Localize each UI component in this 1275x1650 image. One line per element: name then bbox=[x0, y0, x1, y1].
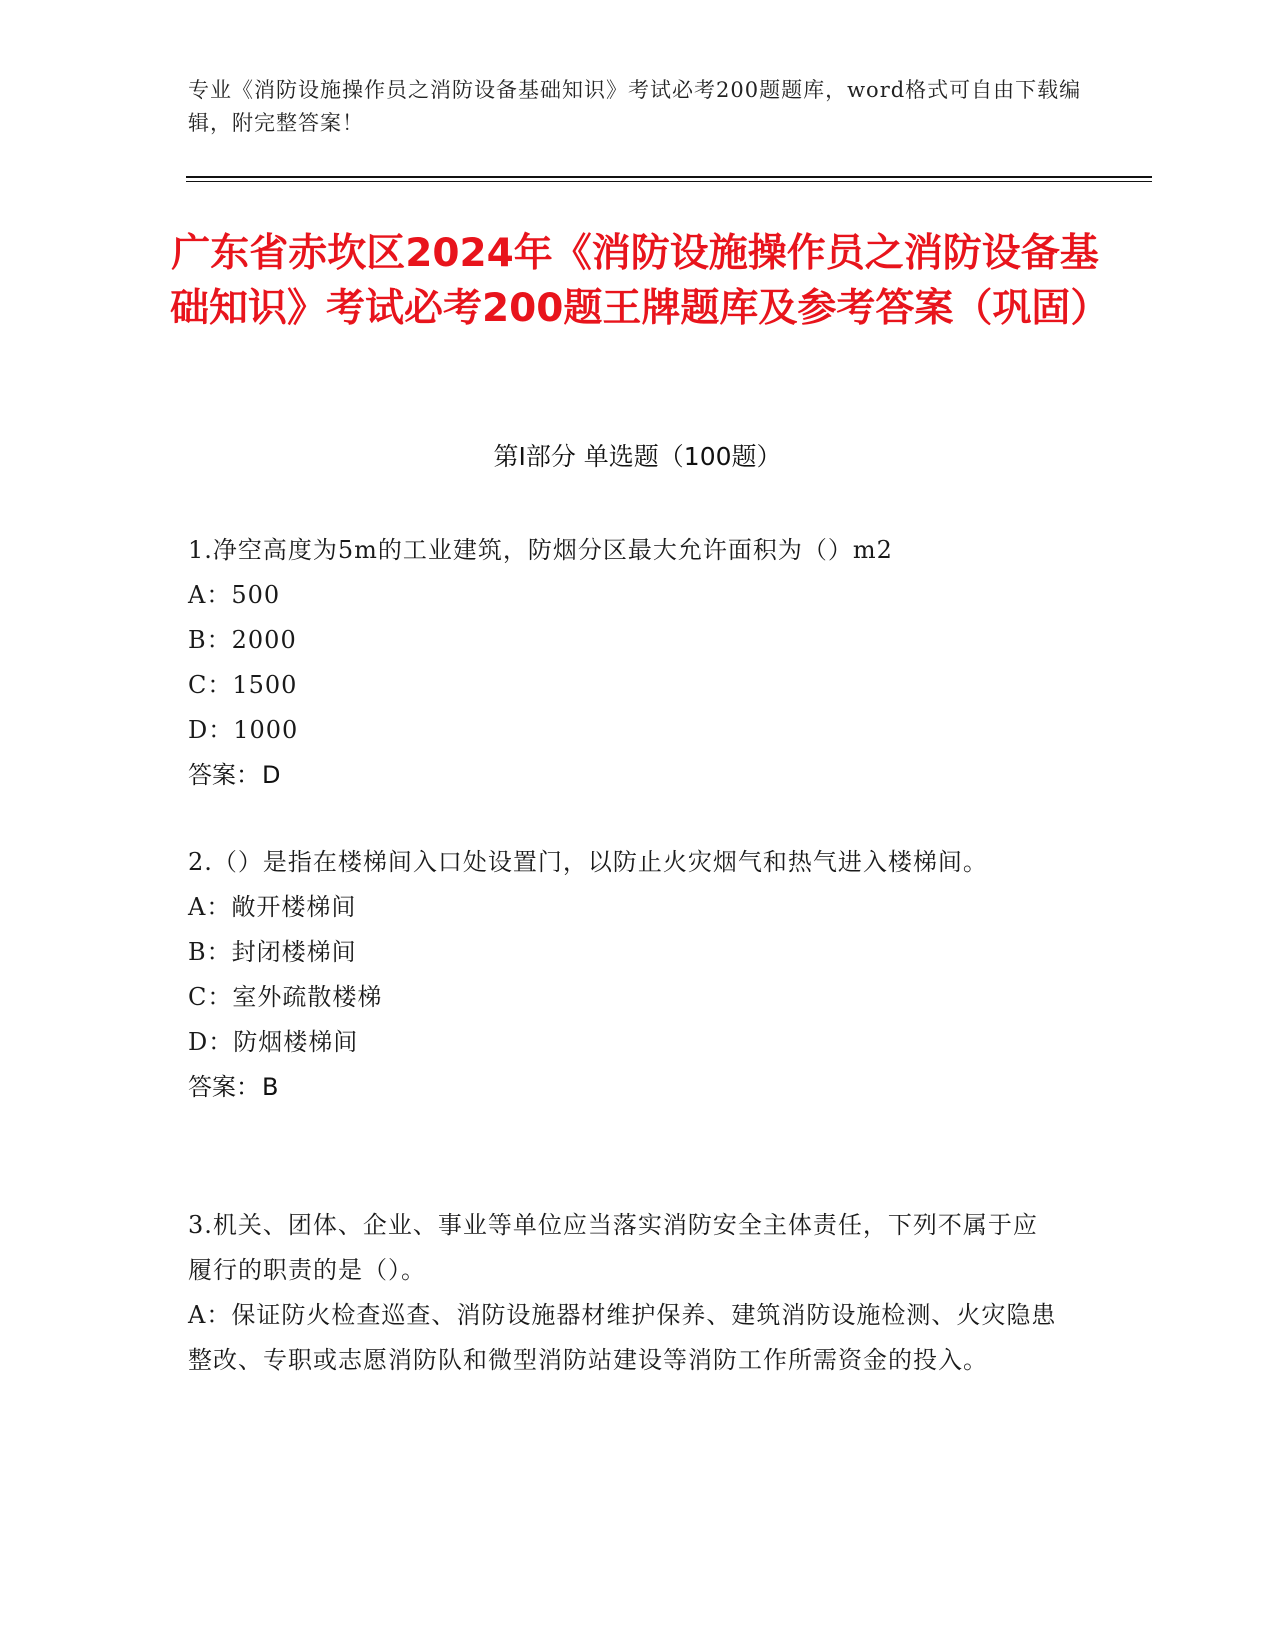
section-title: 第Ⅰ部分 单选题（100题） bbox=[493, 442, 782, 471]
option-c: C：1500 bbox=[188, 671, 298, 699]
option-d: D：防烟楼梯间 bbox=[188, 1028, 359, 1056]
question-2 bbox=[188, 840, 1058, 1110]
header-note: 专业《消防设施操作员之消防设备基础知识》考试必考200题题库，word格式可自由下载编辑，附完整答案！ bbox=[188, 78, 1082, 135]
answer-value: B bbox=[262, 1073, 279, 1101]
option-b: B：2000 bbox=[188, 626, 297, 654]
question-1 bbox=[188, 528, 1058, 798]
document-title: 广东省赤坎区2024年《消防设施操作员之消防设备基础知识》考试必考200题王牌题库及参考答案（巩固） bbox=[170, 231, 1110, 331]
question-stem: 3.机关、团体、企业、事业等单位应当落实消防安全主体责任，下列不属于应履行的职责的是（）。 bbox=[188, 1211, 1038, 1284]
question-stem: 2.（）是指在楼梯间入口处设置门，以防止火灾烟气和热气进入楼梯间。 bbox=[188, 848, 988, 876]
question-stem: 1.净空高度为5m的工业建筑，防烟分区最大允许面积为（）m2 bbox=[188, 536, 893, 564]
question-3 bbox=[188, 1203, 1058, 1383]
option-a: A：500 bbox=[188, 581, 281, 609]
answer-line bbox=[188, 753, 1058, 798]
answer-line bbox=[188, 1065, 1058, 1110]
answer-value: D bbox=[262, 761, 281, 789]
answer-label: 答案： bbox=[188, 1073, 260, 1101]
option-a: A：保证防火检查巡查、消防设施器材维护保养、建筑消防设施检测、火灾隐患整改、专职或志愿消防队和微型消防站建设等消防工作所需资金的投入。 bbox=[188, 1301, 1057, 1374]
answer-label: 答案： bbox=[188, 761, 260, 789]
header-divider-thin bbox=[186, 181, 1152, 182]
option-a: A：敞开楼梯间 bbox=[188, 893, 357, 921]
option-d: D：1000 bbox=[188, 716, 299, 744]
option-c: C：室外疏散楼梯 bbox=[188, 983, 383, 1011]
header-divider-thick bbox=[186, 176, 1152, 178]
option-b: B：封闭楼梯间 bbox=[188, 938, 357, 966]
